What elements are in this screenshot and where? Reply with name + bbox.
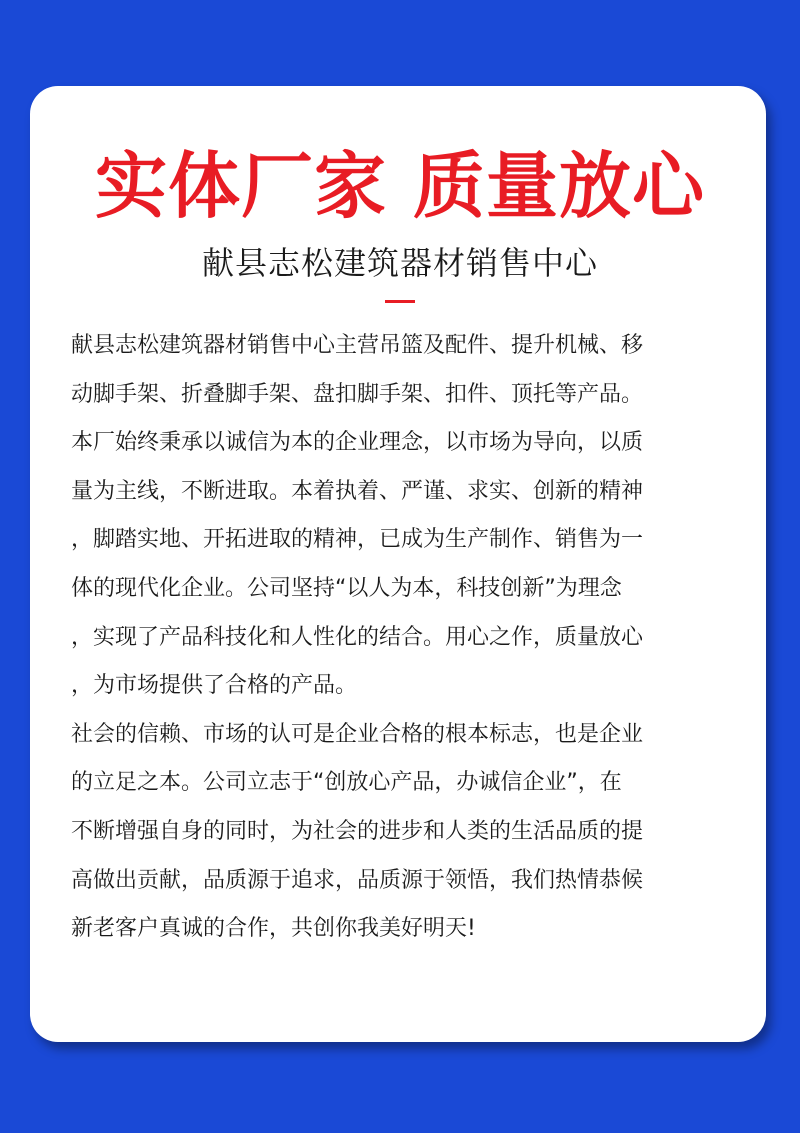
paragraph-products: 献县志松建筑器材销售中心主营吊篮及配件、提升机械、移 动脚手架、折叠脚手架、盘扣脚手架、扣件、顶托等产品。 [71,333,644,407]
company-name: 献县志松建筑器材销售中心 [201,244,598,282]
divider-line [385,300,415,303]
paragraph-commitment: 社会的信赖、市场的认可是企业合格的根本标志，也是企业 的立足之本。公司立志于“创放心产品，办诚信企业”，在 不断增强自身的同时，为社会的进步和人类的生活品质的提 高做出贡献，品质源于追求，品质源于领悟，我们热情恭候 新老客户真诚的合作，共创你我美好明天! [71,721,644,942]
company-description [71,322,731,954]
paragraph-philosophy: 本厂始终秉承以诚信为本的企业理念，以市场为导向，以质 量为主线，不断进取。本着执着、严谨、求实、创新的精神 ，脚踏实地、开拓进取的精神，已成为生产制作、销售为一 体的现代化企业。公司坚持“以人为本，科技创新”为理念 ，实现了产品科技化和人性化的结合。用心之作，质量放心 ，为市场提供了合格的产品。 [71,430,644,699]
headline: 实体厂家 质量放心 [94,144,706,228]
